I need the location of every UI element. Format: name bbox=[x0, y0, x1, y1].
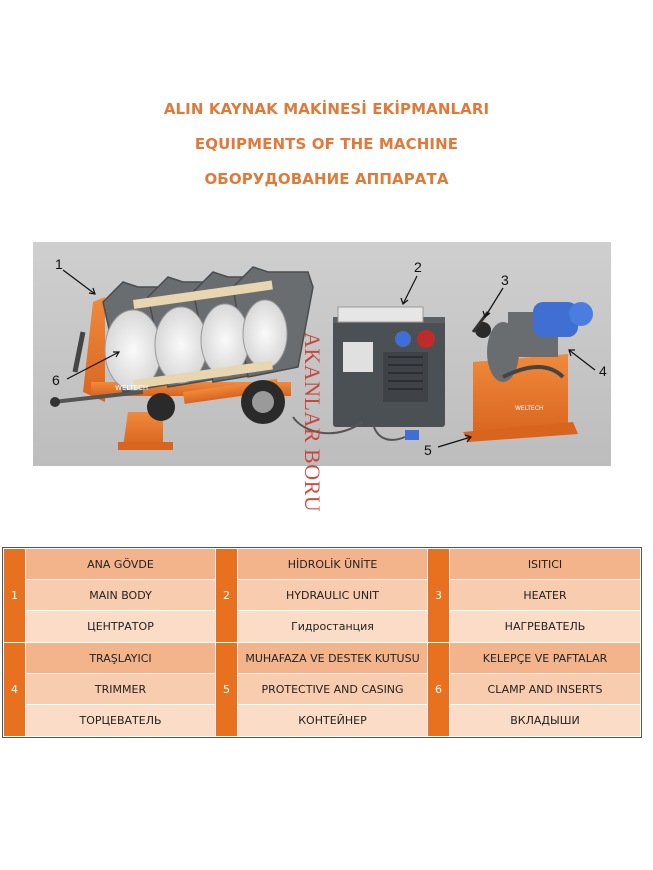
item-6-turkish: KELEPÇE VE PAFTALAR bbox=[450, 643, 641, 674]
callout-2: 2 bbox=[414, 259, 422, 275]
item-1-russian: ЦЕНТРАТОР bbox=[26, 611, 216, 643]
table-row bbox=[4, 611, 641, 643]
brand-label-body: WELTECH bbox=[115, 384, 149, 392]
watermark: AKANLAR BORU bbox=[300, 332, 325, 513]
item-3-turkish: ISITICI bbox=[450, 549, 641, 580]
title-block bbox=[0, 92, 653, 197]
item-2-english: HYDRAULIC UNIT bbox=[238, 580, 428, 611]
item-number-1: 1 bbox=[4, 549, 26, 643]
item-3-english: HEATER bbox=[450, 580, 641, 611]
item-1-turkish: ANA GÖVDE bbox=[26, 549, 216, 580]
table-row bbox=[4, 580, 641, 611]
item-4-english: TRIMMER bbox=[26, 674, 216, 705]
item-4-turkish: TRAŞLAYICI bbox=[26, 643, 216, 674]
item-4-russian: ТОРЦЕВАТЕЛЬ bbox=[26, 705, 216, 737]
item-6-english: CLAMP AND INSERTS bbox=[450, 674, 641, 705]
item-number-3: 3 bbox=[428, 549, 450, 643]
item-5-russian: КОНТЕЙНЕР bbox=[238, 705, 428, 737]
item-number-2: 2 bbox=[216, 549, 238, 643]
title-english: EQUIPMENTS OF THE MACHINE bbox=[194, 135, 459, 153]
brand-label-trimmer: WELTECH bbox=[515, 405, 544, 412]
equipment-table bbox=[3, 548, 641, 737]
callout-6: 6 bbox=[52, 372, 60, 388]
item-number-6: 6 bbox=[428, 643, 450, 737]
table-row bbox=[4, 674, 641, 705]
table-row bbox=[4, 643, 641, 674]
item-3-russian: НАГРЕВАТЕЛЬ bbox=[450, 611, 641, 643]
item-2-turkish: HİDROLİK ÜNİTE bbox=[238, 549, 428, 580]
table-row bbox=[4, 549, 641, 580]
item-6-russian: ВКЛАДЫШИ bbox=[450, 705, 641, 737]
title-russian: ОБОРУДОВАНИЕ АППАРАТА bbox=[204, 170, 449, 188]
item-2-russian: Гидростанция bbox=[238, 611, 428, 643]
table-row bbox=[4, 705, 641, 737]
item-number-5: 5 bbox=[216, 643, 238, 737]
item-5-turkish: MUHAFAZA VE DESTEK KUTUSU bbox=[238, 643, 428, 674]
item-number-4: 4 bbox=[4, 643, 26, 737]
callout-4: 4 bbox=[599, 363, 607, 379]
title-turkish: ALIN KAYNAK MAKİNESİ EKİPMANLARI bbox=[163, 100, 490, 118]
callout-5: 5 bbox=[424, 442, 432, 458]
item-5-english: PROTECTIVE AND CASING bbox=[238, 674, 428, 705]
callout-1: 1 bbox=[55, 256, 63, 272]
callout-3: 3 bbox=[501, 272, 509, 288]
item-1-english: MAIN BODY bbox=[26, 580, 216, 611]
